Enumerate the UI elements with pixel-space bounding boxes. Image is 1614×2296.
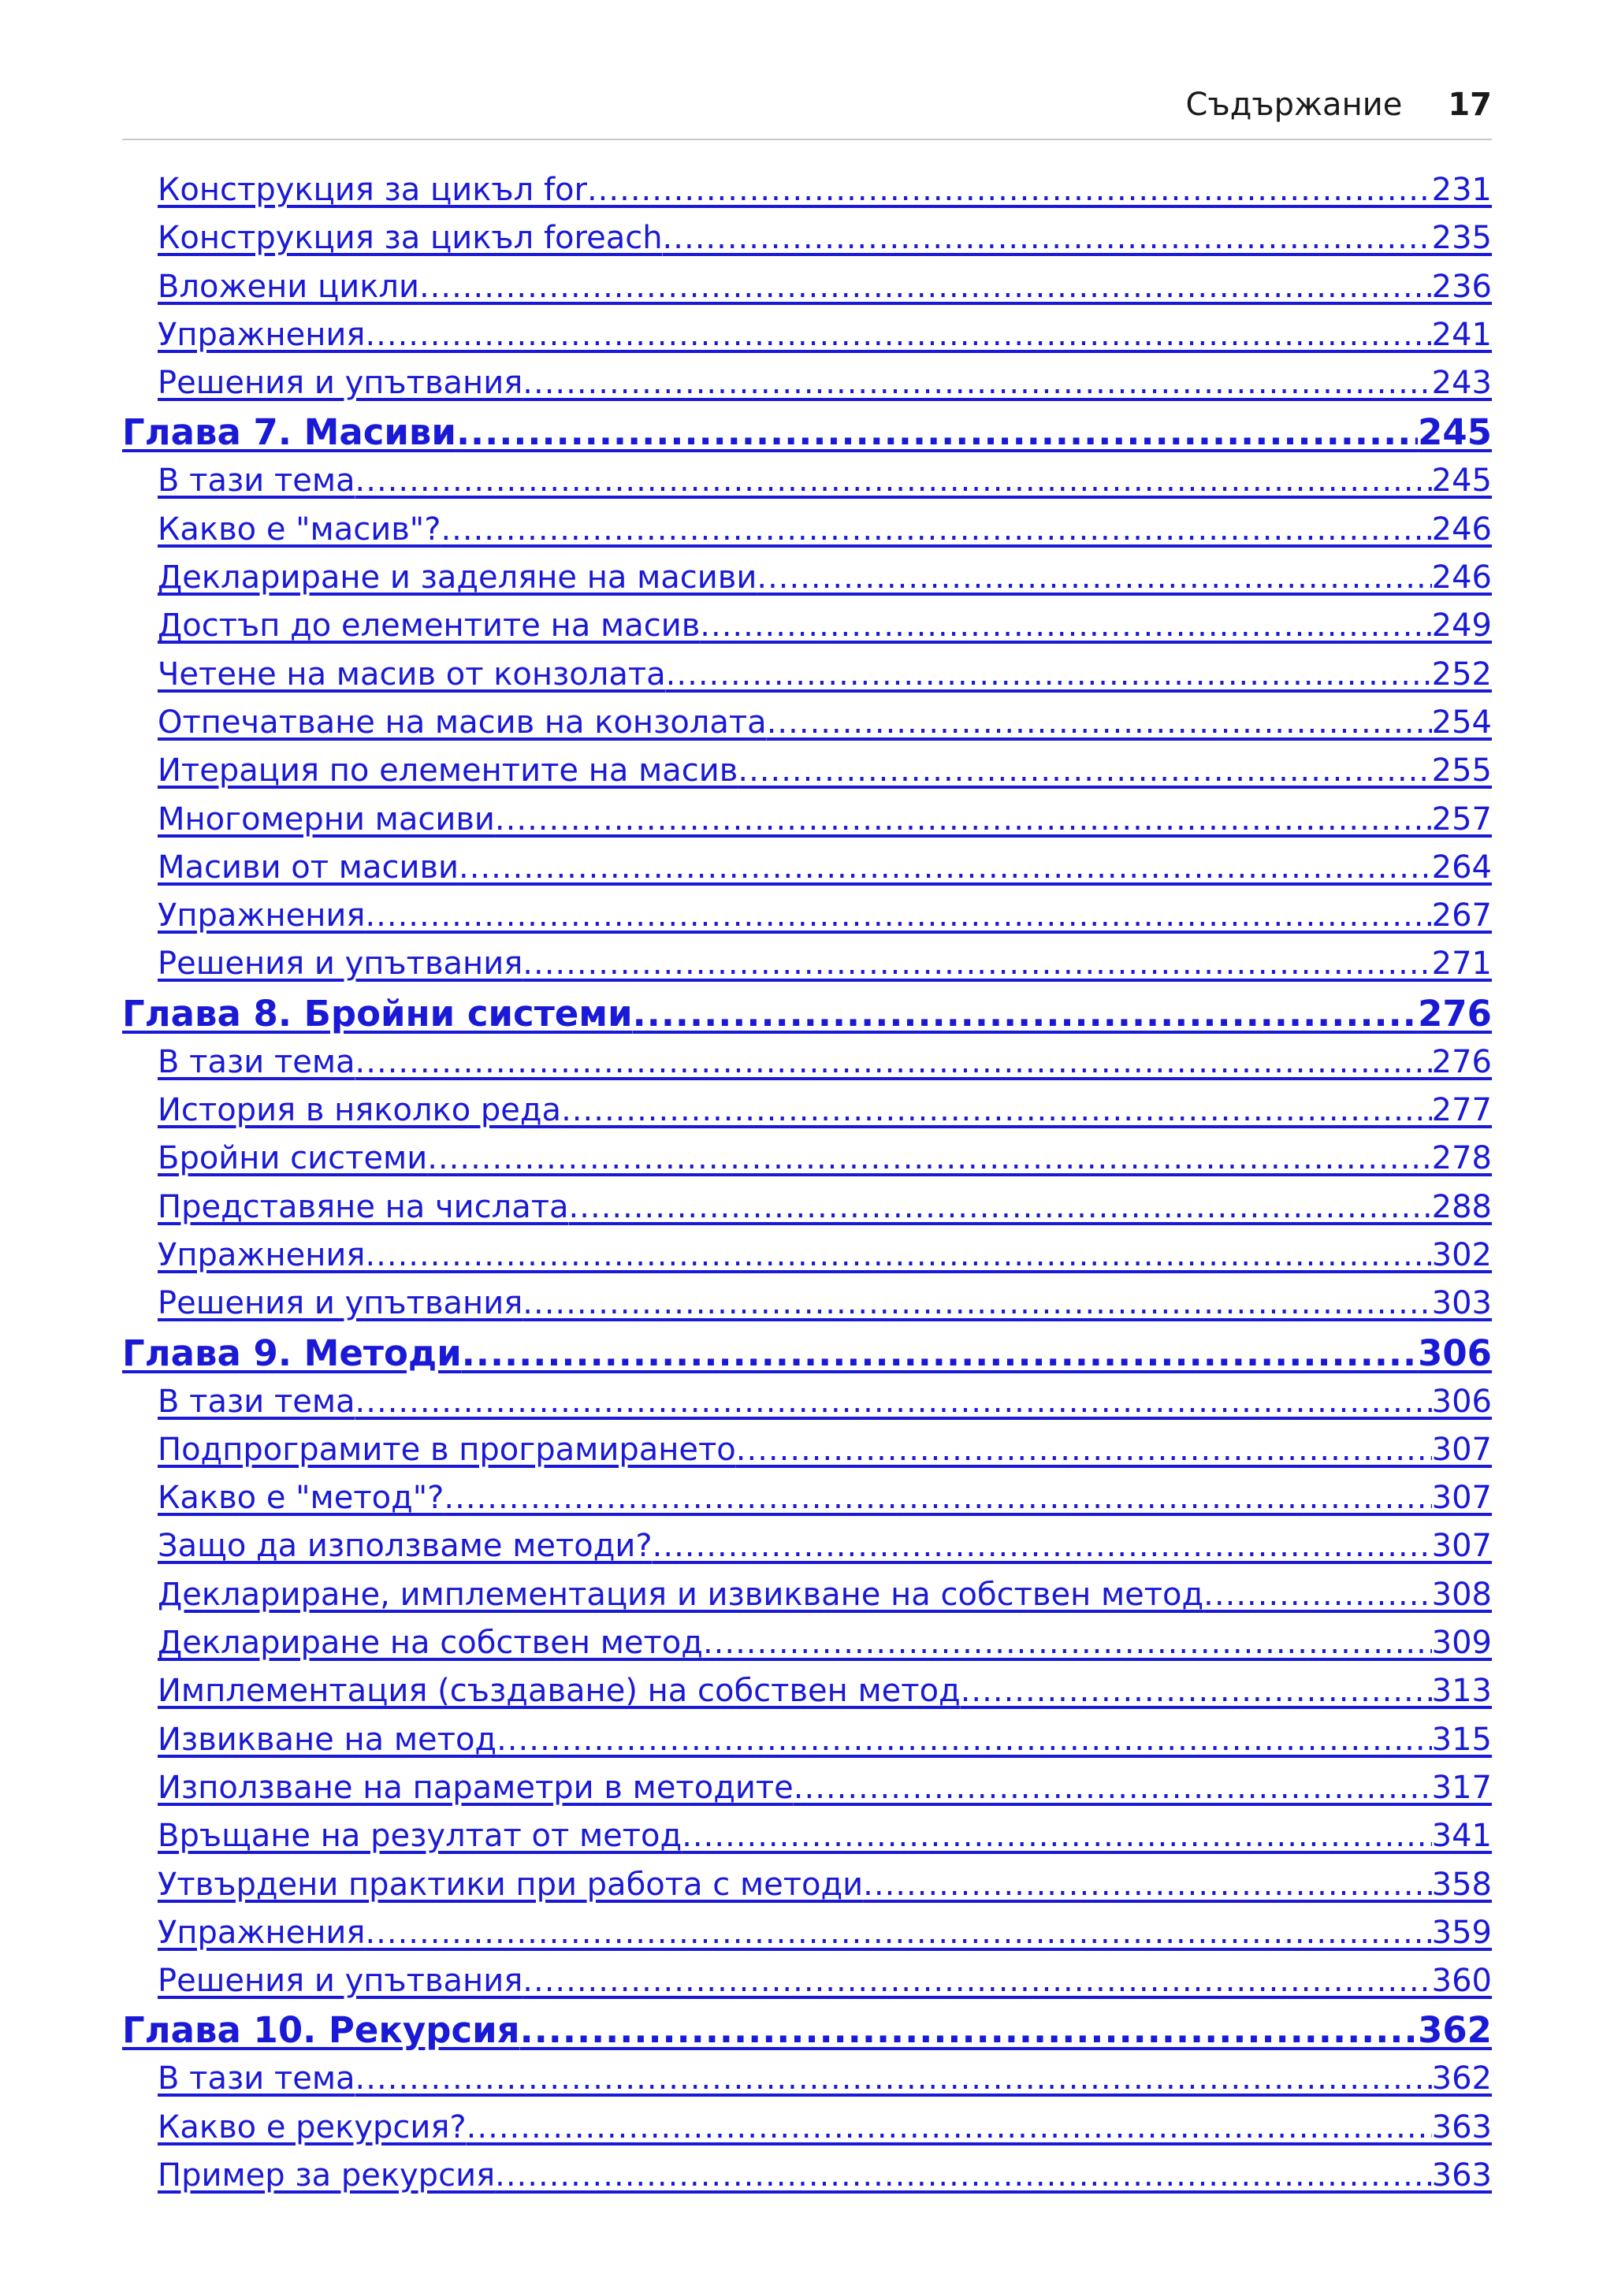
dot-leader [738,747,1431,795]
toc-section-link[interactable] [122,1426,1492,1474]
toc-entry-page-number: 358 [1431,1866,1492,1903]
dot-leader [587,166,1432,214]
dot-leader [961,1667,1432,1715]
toc-chapter-link[interactable] [122,989,1492,1038]
dot-leader [495,796,1432,844]
toc-entry-label: Решения и упътвания [158,1285,523,1322]
dot-leader [355,1038,1432,1087]
dot-leader [561,1087,1432,1135]
toc-chapter-link[interactable] [122,407,1492,457]
toc-entry-page-number: 363 [1431,2108,1492,2146]
dot-leader [703,1619,1432,1667]
dot-leader [496,1716,1432,1764]
dot-leader [467,2104,1432,2152]
toc-entry-label: Итерация по елементите на масив [158,752,738,789]
toc-entry-page-number: 362 [1431,2060,1492,2097]
dot-leader [1203,1571,1431,1619]
toc-entry-page-number: 306 [1431,1383,1492,1420]
toc-section-link[interactable] [122,1522,1492,1570]
toc-entry-label: Многомерни масиви [158,801,495,838]
toc-entry-page-number: 308 [1431,1576,1492,1613]
toc-entry-page-number: 245 [1418,411,1492,454]
header-divider [122,139,1492,140]
toc-entry-label: Упражнения [158,897,366,934]
dot-leader [653,1522,1432,1570]
toc-entry-page-number: 249 [1431,607,1492,645]
toc-section-link[interactable] [122,214,1492,262]
toc-section-link[interactable] [122,1378,1492,1426]
toc-entry-label: Какво е "метод"? [158,1480,444,1517]
dot-leader [663,214,1432,262]
page-header [122,79,1492,131]
toc-section-link[interactable] [122,1474,1492,1522]
toc-entry-label: В тази тема [158,1383,355,1420]
toc-section-link[interactable] [122,1280,1492,1328]
toc-section-link[interactable] [122,1087,1492,1135]
toc-entry-page-number: 315 [1431,1721,1492,1758]
toc-section-link[interactable] [122,1812,1492,1860]
dot-leader [520,2005,1418,2055]
toc-entry-page-number: 307 [1431,1431,1492,1468]
toc-entry-label: Глава 7. Масиви [122,411,456,454]
dot-leader [365,311,1431,359]
dot-leader [441,506,1431,554]
toc-entry-label: В тази тема [158,463,355,500]
toc-section-link[interactable] [122,2152,1492,2200]
toc-entry-page-number: 278 [1431,1140,1492,1177]
dot-leader [633,989,1418,1038]
toc-entry-page-number: 245 [1431,463,1492,500]
toc-section-link[interactable] [122,892,1492,940]
toc-section-link[interactable] [122,940,1492,988]
header-page-number: 17 [1448,87,1492,123]
toc-entry-page-number: 302 [1431,1236,1492,1273]
toc-entry-page-number: 255 [1431,752,1492,789]
toc-entry-page-number: 307 [1431,1480,1492,1517]
toc-entry-label: Четене на масив от конзолата [158,656,666,693]
dot-leader [365,892,1431,940]
dot-leader [736,1426,1432,1474]
toc-section-link[interactable] [122,1038,1492,1087]
toc-chapter-link[interactable] [122,1328,1492,1378]
dot-leader [863,1861,1431,1909]
toc-entry-label: Бройни системи [158,1140,428,1177]
dot-leader [700,602,1431,650]
toc-section-link[interactable] [122,1619,1492,1667]
dot-leader [523,940,1431,988]
toc-entry-label: Достъп до елементите на масив [158,607,701,645]
toc-entry-label: Какво е "масив"? [158,511,441,548]
toc-entry-label: Пример за рекурсия [158,2157,496,2194]
dot-leader [427,1135,1431,1183]
toc-entry-label: Упражнения [158,316,366,353]
toc-entry-page-number: 288 [1431,1188,1492,1225]
dot-leader [355,1378,1432,1426]
toc-chapter-link[interactable] [122,2005,1492,2055]
dot-leader [456,407,1418,457]
dot-leader [365,1232,1431,1280]
toc-entry-page-number: 254 [1431,704,1492,741]
toc-entry-label: Отпечатване на масив на конзолата [158,704,767,741]
toc-entry-page-number: 243 [1431,365,1492,402]
toc-section-link[interactable] [122,651,1492,699]
toc-entry-label: Какво е рекурсия? [158,2108,467,2146]
toc-entry-page-number: 267 [1431,897,1492,934]
toc-section-link[interactable] [122,1232,1492,1280]
dot-leader [757,554,1431,602]
toc-section-link[interactable] [122,1909,1492,1957]
toc-entry-page-number: 307 [1431,1528,1492,1565]
toc-entry-label: Представяне на числата [158,1188,569,1225]
toc-section-link[interactable] [122,166,1492,214]
toc-entry-label: В тази тема [158,2060,355,2097]
toc-section-link[interactable] [122,457,1492,505]
toc-entry-label: Утвърдени практики при работа с методи [158,1866,864,1903]
toc-section-link[interactable] [122,1861,1492,1909]
toc-entry-label: Имплементация (създаване) на собствен метод [158,1673,961,1710]
toc-entry-page-number: 277 [1431,1092,1492,1129]
toc-entry-page-number: 241 [1431,316,1492,353]
toc-entry-page-number: 309 [1431,1625,1492,1662]
dot-leader [523,1957,1431,2005]
toc-entry-label: Връщане на резултат от метод [158,1818,682,1855]
toc-section-link[interactable] [122,1571,1492,1619]
toc-section-link[interactable] [122,359,1492,407]
table-of-contents [122,166,1492,2200]
dot-leader [495,2152,1432,2200]
dot-leader [569,1183,1432,1232]
toc-entry-label: Подпрограмите в програмирането [158,1431,736,1468]
dot-leader [355,457,1432,505]
toc-entry-page-number: 341 [1431,1818,1492,1855]
toc-entry-label: Деклариране, имплементация и извикване на собствен метод [158,1576,1204,1613]
toc-entry-page-number: 306 [1418,1332,1492,1374]
dot-leader [419,263,1432,311]
toc-entry-page-number: 276 [1431,1043,1492,1080]
toc-section-link[interactable] [122,602,1492,650]
toc-entry-page-number: 246 [1431,559,1492,596]
toc-section-link[interactable] [122,1135,1492,1183]
toc-entry-page-number: 359 [1431,1914,1492,1951]
toc-entry-label: Извикване на метод [158,1721,497,1758]
toc-section-link[interactable] [122,1957,1492,2005]
toc-entry-label: Глава 10. Рекурсия [122,2009,520,2052]
toc-section-link[interactable] [122,699,1492,747]
toc-entry-label: Деклариране и заделяне на масиви [158,559,757,596]
dot-leader [767,699,1432,747]
toc-entry-label: Конструкция за цикъл for [158,172,587,208]
toc-entry-label: Глава 9. Методи [122,1332,462,1374]
toc-section-link[interactable] [122,844,1492,892]
toc-entry-page-number: 257 [1431,801,1492,838]
toc-section-link[interactable] [122,1716,1492,1764]
dot-leader [523,359,1431,407]
toc-section-link[interactable] [122,263,1492,311]
toc-entry-label: Вложени цикли [158,268,419,305]
dot-leader [444,1474,1431,1522]
toc-entry-page-number: 317 [1431,1769,1492,1806]
dot-leader [462,1328,1418,1378]
dot-leader [794,1764,1432,1812]
toc-section-link[interactable] [122,796,1492,844]
toc-entry-page-number: 231 [1431,172,1492,208]
toc-entry-label: В тази тема [158,1043,355,1080]
toc-section-link[interactable] [122,747,1492,795]
toc-section-link[interactable] [122,1183,1492,1232]
dot-leader [682,1812,1431,1860]
toc-entry-page-number: 313 [1431,1673,1492,1710]
toc-entry-label: Глава 8. Бройни системи [122,992,633,1035]
toc-entry-page-number: 303 [1431,1285,1492,1322]
toc-entry-page-number: 252 [1431,656,1492,693]
toc-entry-page-number: 276 [1418,992,1492,1035]
toc-entry-label: Упражнения [158,1236,366,1273]
toc-entry-label: Конструкция за цикъл foreach [158,220,663,257]
toc-entry-label: Решения и упътвания [158,1963,523,2000]
toc-entry-page-number: 362 [1418,2009,1492,2052]
toc-entry-label: Деклариране на собствен метод [158,1625,703,1662]
toc-entry-label: Защо да използваме методи? [158,1528,653,1565]
dot-leader [666,651,1432,699]
dot-leader [355,2055,1432,2103]
toc-entry-label: Решения и упътвания [158,365,523,402]
toc-entry-label: Използване на параметри в методите [158,1769,794,1806]
toc-section-link[interactable] [122,2104,1492,2152]
toc-entry-label: Решения и упътвания [158,946,523,983]
header-section-title: Съдържание [1185,87,1403,123]
dot-leader [365,1909,1431,1957]
toc-section-link[interactable] [122,2055,1492,2103]
toc-entry-page-number: 271 [1431,946,1492,983]
toc-entry-label: Упражнения [158,1914,366,1951]
toc-entry-page-number: 264 [1431,849,1492,886]
toc-entry-page-number: 363 [1431,2157,1492,2194]
toc-entry-page-number: 235 [1431,220,1492,257]
toc-section-link[interactable] [122,506,1492,554]
toc-entry-label: История в няколко реда [158,1092,562,1129]
toc-section-link[interactable] [122,554,1492,602]
toc-section-link[interactable] [122,1764,1492,1812]
toc-section-link[interactable] [122,1667,1492,1715]
dot-leader [459,844,1432,892]
toc-entry-page-number: 360 [1431,1963,1492,2000]
toc-entry-page-number: 236 [1431,268,1492,305]
toc-section-link[interactable] [122,311,1492,359]
dot-leader [523,1280,1431,1328]
toc-entry-label: Масиви от масиви [158,849,459,886]
toc-entry-page-number: 246 [1431,511,1492,548]
